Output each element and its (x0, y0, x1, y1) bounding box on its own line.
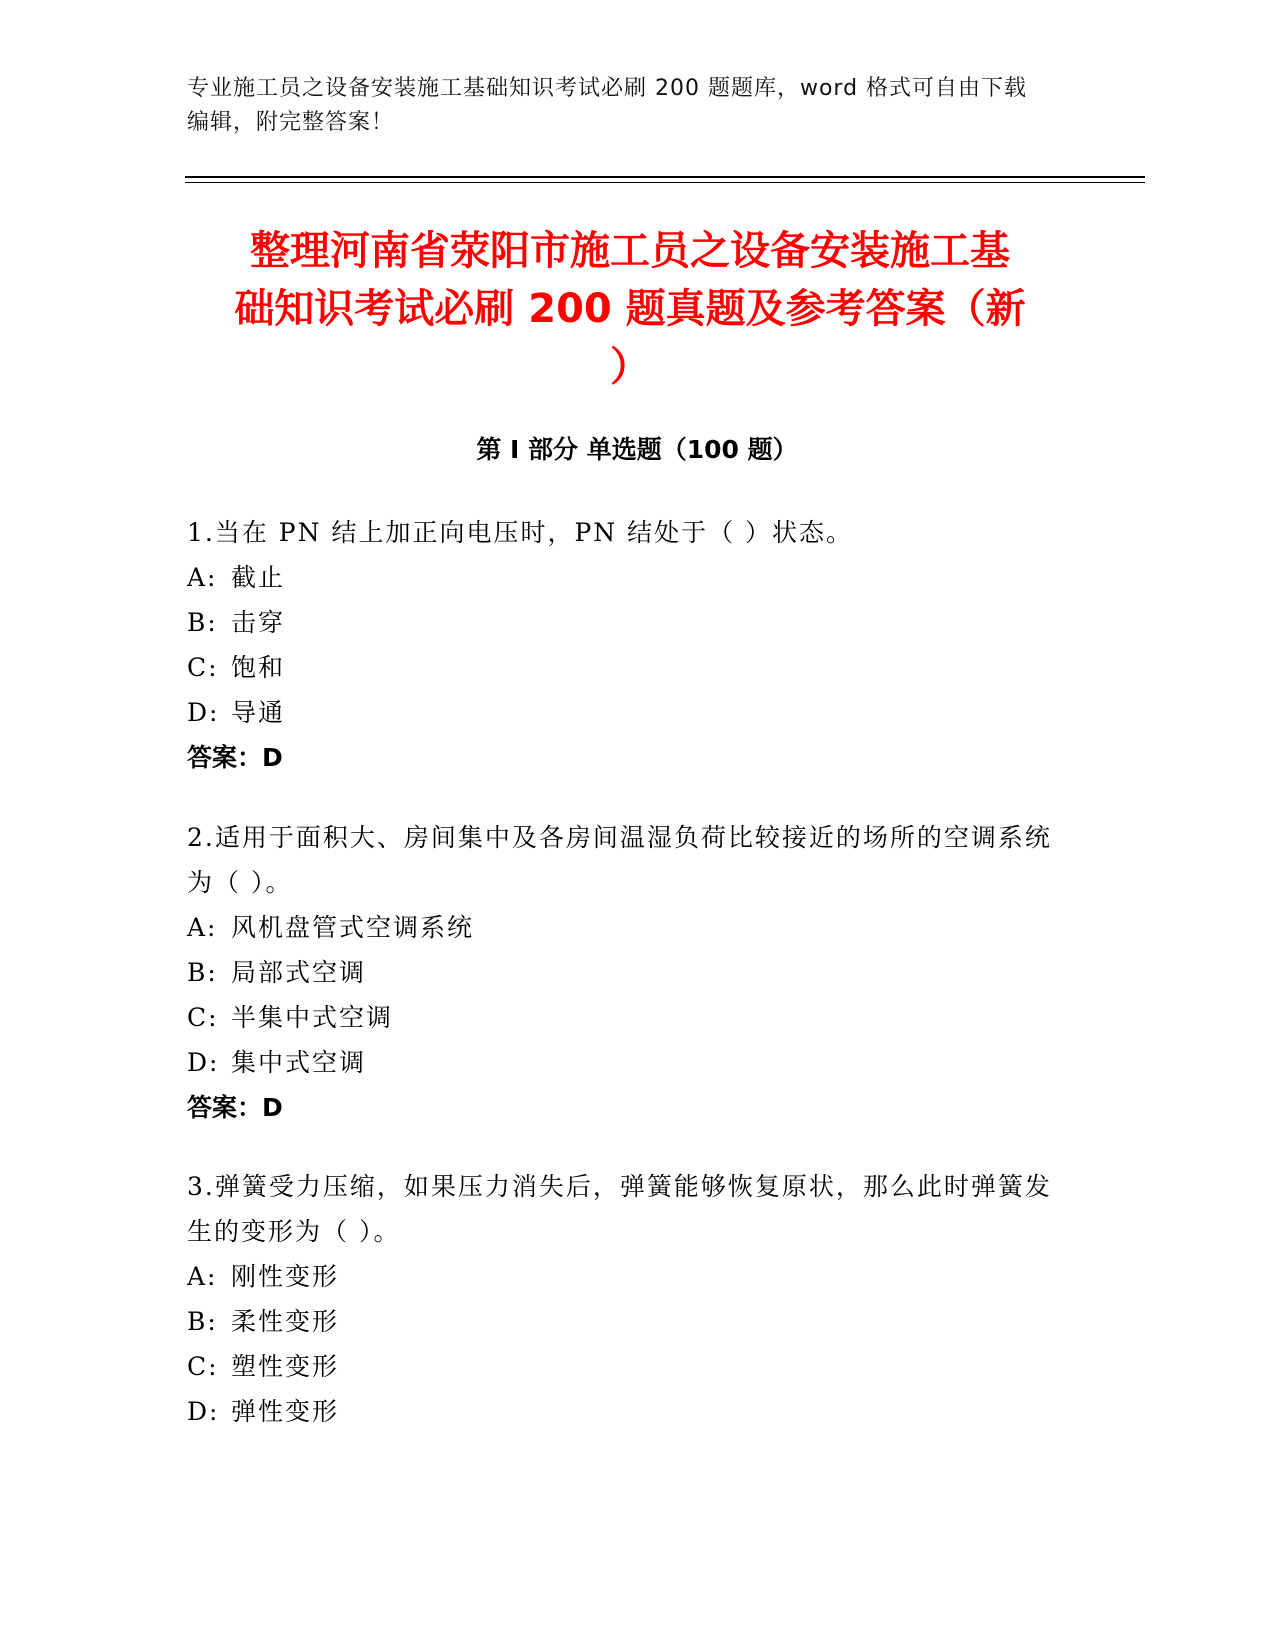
question-1 (187, 510, 1067, 780)
option-text: 击穿 (231, 608, 286, 637)
header-divider-thin (185, 182, 1145, 183)
option-letter: B: (187, 608, 218, 637)
question-3 (187, 1164, 1067, 1434)
option-text: 刚性变形 (231, 1262, 340, 1291)
document-title (180, 222, 1080, 396)
option-text: 柔性变形 (231, 1307, 340, 1336)
option-text: 塑性变形 (231, 1352, 340, 1381)
document-title-line-1: 整理河南省荥阳市施工员之设备安装施工基 (250, 228, 1010, 274)
option-a (187, 1254, 1067, 1299)
option-d (187, 1040, 1067, 1085)
answer-label: 答案：D (187, 1093, 283, 1122)
option-letter: C: (187, 1003, 219, 1032)
option-text: 集中式空调 (231, 1048, 367, 1077)
option-d (187, 1389, 1067, 1434)
option-c (187, 645, 1067, 690)
option-c (187, 995, 1067, 1040)
option-text: 导通 (231, 698, 286, 727)
option-letter: C: (187, 1352, 219, 1381)
option-letter: B: (187, 958, 218, 987)
option-letter: C: (187, 653, 219, 682)
option-letter: D: (187, 1048, 220, 1077)
document-title-line-2: 础知识考试必刷 200 题真题及参考答案（新 (234, 286, 1026, 332)
option-a (187, 905, 1067, 950)
option-text: 截止 (231, 563, 286, 592)
answer-label: 答案：D (187, 743, 283, 772)
option-text: 饱和 (231, 653, 286, 682)
option-text: 半集中式空调 (231, 1003, 394, 1032)
option-c (187, 1344, 1067, 1389)
question-stem: 1.当在 PN 结上加正向电压时，PN 结处于（ ）状态。 (187, 518, 854, 547)
option-b (187, 600, 1067, 645)
option-letter: B: (187, 1307, 218, 1336)
option-d (187, 690, 1067, 735)
document-title-line-3: ） (610, 344, 650, 390)
section-title: 第 I 部分 单选题（100 题） (476, 435, 798, 464)
option-text: 局部式空调 (231, 958, 367, 987)
option-letter: A: (187, 1262, 218, 1291)
header-note-line-1: 专业施工员之设备安装施工基础知识考试必刷 200 题题库，word 格式可自由下载 (187, 76, 1028, 101)
option-letter: D: (187, 1397, 220, 1426)
option-a (187, 555, 1067, 600)
option-letter: A: (187, 913, 218, 942)
question-2 (187, 815, 1067, 1130)
option-b (187, 950, 1067, 995)
option-text: 风机盘管式空调系统 (231, 913, 475, 942)
option-text: 弹性变形 (231, 1397, 340, 1426)
header-note (187, 72, 1087, 140)
header-note-line-2: 编辑，附完整答案！ (187, 110, 395, 135)
question-stem: 2.适用于面积大、房间集中及各房间温湿负荷比较接近的场所的空调系统为（ ）。 (187, 823, 1052, 897)
option-letter: D: (187, 698, 220, 727)
option-b (187, 1299, 1067, 1344)
header-divider-thick (185, 176, 1145, 178)
option-letter: A: (187, 563, 218, 592)
question-stem: 3.弹簧受力压缩，如果压力消失后，弹簧能够恢复原状，那么此时弹簧发生的变形为（ ）。 (187, 1172, 1052, 1246)
